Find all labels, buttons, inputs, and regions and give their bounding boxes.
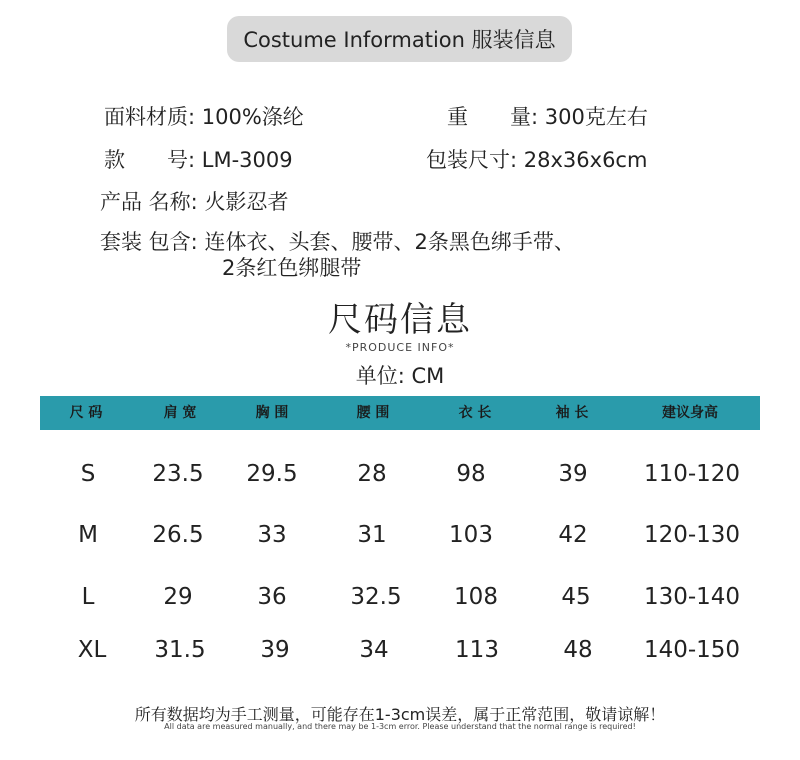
- table-cell: 26.5: [152, 522, 204, 548]
- table-cell: 39: [558, 461, 588, 487]
- model-value: LM-3009: [201, 148, 293, 172]
- table-cell: 42: [558, 522, 588, 548]
- weight-value: 300克左右: [544, 105, 648, 129]
- product-name-value: 火影忍者: [204, 190, 289, 214]
- material-label: 面料材质:: [104, 105, 196, 129]
- product-name-row: [100, 189, 288, 215]
- table-cell: XL: [77, 637, 107, 663]
- weight-row: [447, 104, 648, 130]
- size-info-subtitle: *PRODUCE INFO*: [345, 341, 455, 354]
- table-cell: 33: [257, 522, 287, 548]
- table-cell: M: [78, 522, 98, 548]
- table-cell: 140-150: [643, 637, 741, 663]
- material-row: [104, 104, 304, 130]
- header-recommended-height: 建议身高: [662, 405, 718, 421]
- table-cell: S: [80, 461, 96, 487]
- header-chest: 胸 围: [255, 405, 289, 421]
- table-cell: 36: [257, 584, 287, 610]
- model-row: [104, 147, 293, 173]
- model-label: 款 号:: [104, 148, 196, 172]
- set-includes-label: 套装 包含:: [100, 230, 198, 254]
- set-includes-row: [100, 229, 575, 255]
- size-table-header: [40, 396, 760, 430]
- table-cell: 29: [163, 584, 193, 610]
- measurement-note-cn: 所有数据均为手工测量，可能存在1-3cm误差，属于正常范围，敬请谅解！: [134, 705, 666, 724]
- costume-info-title-text: Costume Information 服装信息: [243, 28, 556, 52]
- table-cell: 120-130: [643, 522, 741, 548]
- product-name-label: 产品 名称:: [100, 190, 198, 214]
- measurement-note-en: All data are measured manually, and there may be 1-3cm error. Please understand that the normal range is required!: [164, 722, 636, 731]
- table-cell: 48: [563, 637, 593, 663]
- package-size-row: [426, 147, 647, 173]
- table-cell: 28: [357, 461, 387, 487]
- set-includes-line1: 连体衣、头套、腰带、2条黑色绑手带、: [204, 230, 575, 254]
- table-cell: 23.5: [152, 461, 204, 487]
- weight-label: 重 量:: [447, 105, 539, 129]
- header-length: 衣 长: [458, 405, 492, 421]
- header-shoulder-width: 肩 宽: [163, 405, 197, 421]
- set-includes-row-2: [222, 255, 361, 281]
- table-cell: 103: [449, 522, 493, 548]
- table-cell: 45: [561, 584, 591, 610]
- table-cell: 130-140: [643, 584, 741, 610]
- table-cell: 31.5: [154, 637, 206, 663]
- table-cell: 31: [357, 522, 387, 548]
- package-size-value: 28x36x6cm: [523, 148, 648, 172]
- header-sleeve: 袖 长: [555, 405, 589, 421]
- table-cell: 34: [359, 637, 389, 663]
- table-cell: 39: [260, 637, 290, 663]
- size-info-title: 尺码信息: [328, 300, 472, 340]
- table-cell: 108: [454, 584, 498, 610]
- package-size-label: 包装尺寸:: [426, 148, 518, 172]
- material-value: 100%涤纶: [201, 105, 304, 129]
- table-cell: 113: [455, 637, 499, 663]
- table-cell: L: [81, 584, 95, 610]
- header-waist: 腰 围: [356, 405, 390, 421]
- costume-info-title: [227, 16, 572, 62]
- header-size: 尺 码: [69, 405, 103, 421]
- table-cell: 32.5: [350, 584, 402, 610]
- table-cell: 110-120: [643, 461, 741, 487]
- unit-label: 单位: CM: [355, 364, 445, 388]
- table-cell: 29.5: [246, 461, 298, 487]
- table-cell: 98: [456, 461, 486, 487]
- set-includes-line2: 2条红色绑腿带: [222, 256, 362, 280]
